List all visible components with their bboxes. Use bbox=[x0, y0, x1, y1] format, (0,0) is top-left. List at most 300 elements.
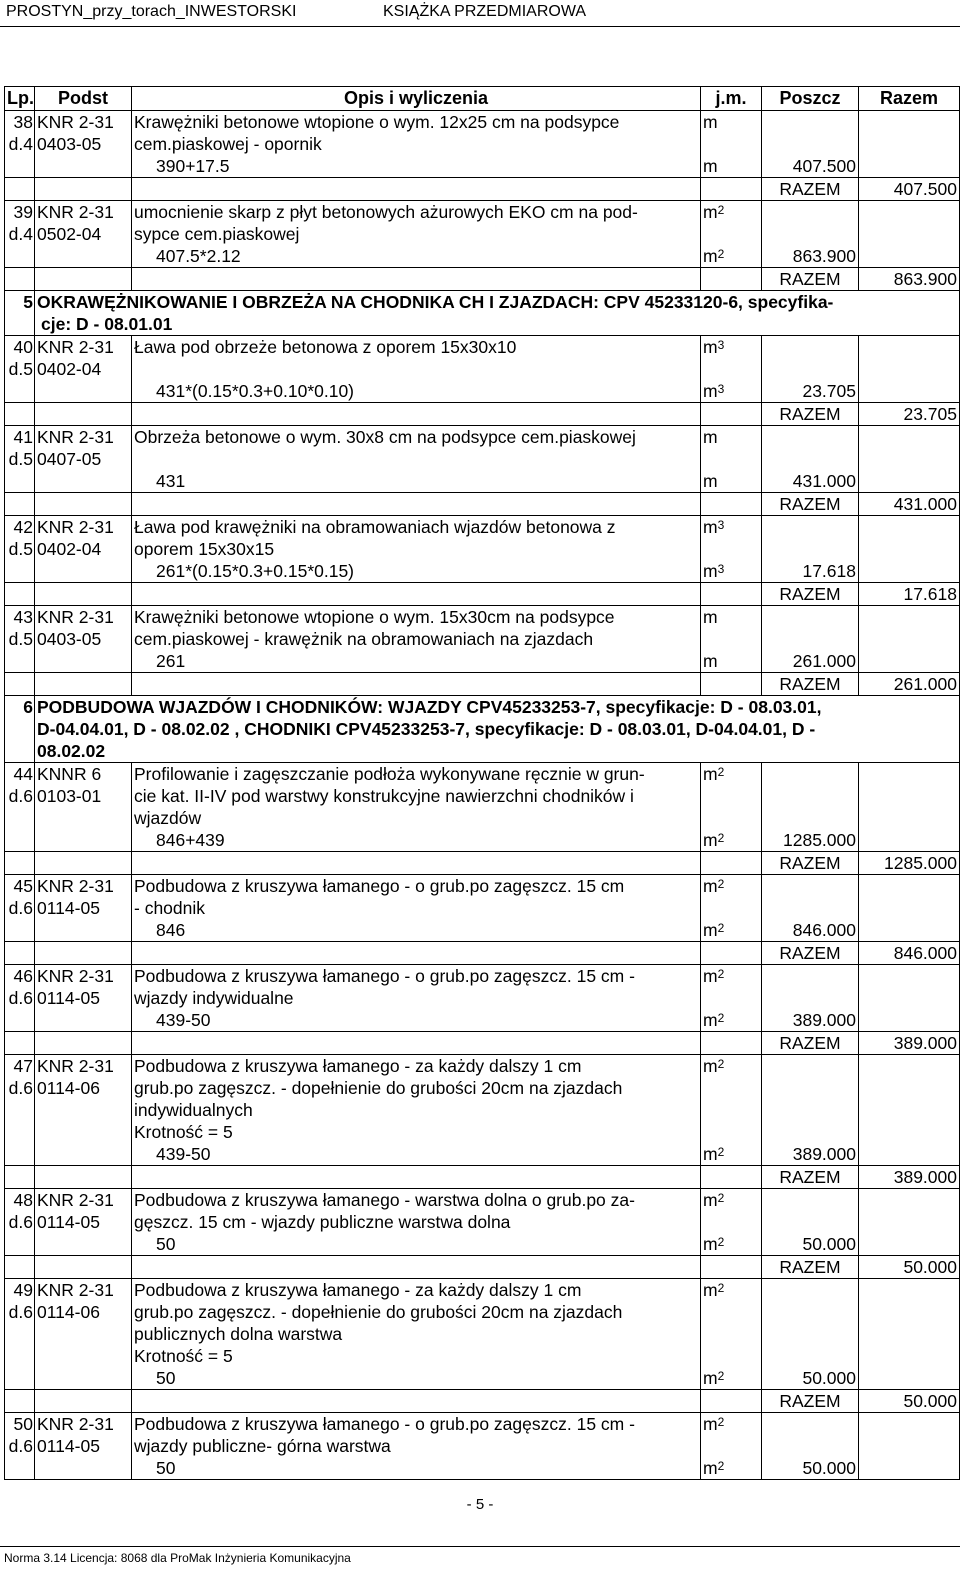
calculation-row bbox=[5, 1009, 960, 1032]
item-number: 40 bbox=[5, 336, 35, 359]
empty bbox=[132, 268, 701, 291]
poszcz-cell bbox=[762, 201, 859, 224]
section-title: D-04.04.01, D - 08.02.02 , CHODNIKI CPV45233253-7, specyfikacje: D - 08.03.01, D-04.04.01, D - bbox=[35, 718, 960, 740]
item-catalog-code bbox=[35, 1457, 132, 1480]
unit-cell bbox=[701, 380, 762, 403]
unit-cell bbox=[701, 1323, 762, 1345]
razem-label: RAZEM bbox=[762, 852, 859, 875]
partial-quantity: 17.618 bbox=[762, 560, 859, 583]
partial-quantity: 407.500 bbox=[762, 155, 859, 178]
poszcz-cell bbox=[762, 111, 859, 134]
calculation-row bbox=[5, 829, 960, 852]
poszcz-cell bbox=[762, 807, 859, 829]
item-description bbox=[132, 358, 701, 380]
calculation-formula: 261*(0.15*0.3+0.15*0.15) bbox=[132, 560, 701, 583]
unit-cell bbox=[701, 919, 762, 942]
unit-exponent: 2 bbox=[717, 247, 725, 261]
item-catalog-code: 0114-05 bbox=[35, 1435, 132, 1457]
razem-total: 389.000 bbox=[859, 1166, 960, 1189]
item-section-ref: d.5 bbox=[5, 628, 35, 650]
item-catalog-code: 0402-04 bbox=[35, 538, 132, 560]
razem-row bbox=[5, 583, 960, 606]
item-catalog: KNNR 6 bbox=[35, 763, 132, 786]
unit-exponent: 2 bbox=[717, 921, 725, 935]
item-description: Krotność = 5 bbox=[132, 1121, 701, 1143]
section-row bbox=[5, 291, 960, 314]
razem-cell bbox=[859, 155, 960, 178]
razem-cell bbox=[859, 201, 960, 224]
calculation-row bbox=[5, 650, 960, 673]
partial-quantity: 863.900 bbox=[762, 245, 859, 268]
item-description: Ława pod obrzeże betonowa z oporem 15x30x10 bbox=[132, 336, 701, 359]
razem-cell bbox=[859, 133, 960, 155]
unit-exponent: 2 bbox=[717, 1011, 725, 1025]
calculation-formula: 431*(0.15*0.3+0.10*0.10) bbox=[132, 380, 701, 403]
item-description: grub.po zagęszcz. - dopełnienie do grubości 20cm na zjazdach bbox=[132, 1301, 701, 1323]
empty bbox=[132, 1166, 701, 1189]
item-section-ref bbox=[5, 560, 35, 583]
unit-exponent: 3 bbox=[717, 382, 725, 396]
empty bbox=[35, 583, 132, 606]
item-description: gęszcz. 15 cm - wjazdy publiczne warstwa dolna bbox=[132, 1211, 701, 1233]
unit-cell bbox=[701, 1435, 762, 1457]
poszcz-cell bbox=[762, 516, 859, 539]
razem-cell bbox=[859, 1099, 960, 1121]
item-description: Krawężniki betonowe wtopione o wym. 12x25 cm na podsypce bbox=[132, 111, 701, 134]
item-row bbox=[5, 965, 960, 988]
empty bbox=[701, 1032, 762, 1055]
empty bbox=[35, 403, 132, 426]
calculation-formula: 390+17.5 bbox=[132, 155, 701, 178]
poszcz-cell bbox=[762, 965, 859, 988]
unit-cell bbox=[701, 358, 762, 380]
razem-label: RAZEM bbox=[762, 403, 859, 426]
unit: m bbox=[703, 1458, 718, 1478]
empty bbox=[701, 403, 762, 426]
unit-cell bbox=[701, 1121, 762, 1143]
unit: m bbox=[703, 764, 718, 784]
item-number: 42 bbox=[5, 516, 35, 539]
razem-cell bbox=[859, 223, 960, 245]
unit-cell bbox=[701, 470, 762, 493]
unit: m bbox=[703, 156, 718, 176]
item-section-ref: d.6 bbox=[5, 1077, 35, 1099]
razem-cell bbox=[859, 1367, 960, 1390]
razem-total: 389.000 bbox=[859, 1032, 960, 1055]
razem-cell bbox=[859, 516, 960, 539]
razem-cell bbox=[859, 1143, 960, 1166]
unit: m bbox=[703, 202, 718, 222]
razem-label: RAZEM bbox=[762, 673, 859, 696]
item-row bbox=[5, 538, 960, 560]
item-section-ref bbox=[5, 1233, 35, 1256]
unit: m bbox=[703, 1144, 718, 1164]
razem-cell bbox=[859, 650, 960, 673]
section-row bbox=[5, 696, 960, 719]
empty bbox=[132, 852, 701, 875]
item-description: Podbudowa z kruszywa łamanego - za każdy dalszy 1 cm bbox=[132, 1055, 701, 1078]
partial-quantity: 1285.000 bbox=[762, 829, 859, 852]
item-section-ref: d.5 bbox=[5, 448, 35, 470]
item-catalog-code: 0403-05 bbox=[35, 133, 132, 155]
partial-quantity: 50.000 bbox=[762, 1233, 859, 1256]
unit-exponent: 2 bbox=[717, 1281, 725, 1295]
section-number bbox=[5, 718, 35, 740]
item-row bbox=[5, 448, 960, 470]
unit-exponent: 2 bbox=[717, 1459, 725, 1473]
item-row bbox=[5, 1211, 960, 1233]
item-description: Podbudowa z kruszywa łamanego - o grub.po zagęszcz. 15 cm - bbox=[132, 965, 701, 988]
unit-cell bbox=[701, 1189, 762, 1212]
unit: m bbox=[703, 337, 718, 357]
razem-row bbox=[5, 1390, 960, 1413]
unit-cell bbox=[701, 516, 762, 539]
unit: m bbox=[703, 471, 718, 491]
empty bbox=[5, 268, 35, 291]
empty bbox=[132, 403, 701, 426]
razem-row bbox=[5, 493, 960, 516]
razem-total: 1285.000 bbox=[859, 852, 960, 875]
col-poszcz: Poszcz bbox=[762, 87, 859, 111]
item-catalog-code: 0407-05 bbox=[35, 448, 132, 470]
unit-exponent: 2 bbox=[717, 1057, 725, 1071]
unit-exponent: 2 bbox=[717, 765, 725, 779]
license-text: Norma 3.14 Licencja: 8068 dla ProMak Inżynieria Komunikacyjna bbox=[4, 1551, 351, 1565]
item-section-ref: d.4 bbox=[5, 133, 35, 155]
item-description: sypce cem.piaskowej bbox=[132, 223, 701, 245]
calculation-formula: 50 bbox=[132, 1367, 701, 1390]
item-row bbox=[5, 1345, 960, 1367]
unit-cell bbox=[701, 650, 762, 673]
unit: m bbox=[703, 1010, 718, 1030]
item-description: indywidualnych bbox=[132, 1099, 701, 1121]
poszcz-cell bbox=[762, 1211, 859, 1233]
item-row bbox=[5, 516, 960, 539]
partial-quantity: 846.000 bbox=[762, 919, 859, 942]
unit-cell bbox=[701, 807, 762, 829]
empty bbox=[35, 1032, 132, 1055]
item-catalog: KNR 2-31 bbox=[35, 1189, 132, 1212]
empty bbox=[701, 493, 762, 516]
unit-cell bbox=[701, 133, 762, 155]
unit-cell bbox=[701, 965, 762, 988]
empty bbox=[701, 942, 762, 965]
item-description: umocnienie skarp z płyt betonowych ażurowych EKO cm na pod- bbox=[132, 201, 701, 224]
empty bbox=[5, 1256, 35, 1279]
unit-exponent: 2 bbox=[717, 967, 725, 981]
empty bbox=[35, 1166, 132, 1189]
razem-cell bbox=[859, 1345, 960, 1367]
col-podst: Podst bbox=[35, 87, 132, 111]
unit-cell bbox=[701, 1233, 762, 1256]
empty bbox=[5, 673, 35, 696]
empty bbox=[132, 1256, 701, 1279]
razem-cell bbox=[859, 111, 960, 134]
item-section-ref bbox=[5, 245, 35, 268]
razem-cell bbox=[859, 763, 960, 786]
unit-cell bbox=[701, 897, 762, 919]
calculation-row bbox=[5, 1457, 960, 1480]
empty bbox=[5, 942, 35, 965]
calculation-formula: 261 bbox=[132, 650, 701, 673]
partial-quantity: 50.000 bbox=[762, 1367, 859, 1390]
razem-cell bbox=[859, 829, 960, 852]
item-number: 46 bbox=[5, 965, 35, 988]
item-description: Krotność = 5 bbox=[132, 1345, 701, 1367]
empty bbox=[5, 1032, 35, 1055]
unit-cell bbox=[701, 628, 762, 650]
poszcz-cell bbox=[762, 1099, 859, 1121]
item-catalog-code: 0114-05 bbox=[35, 897, 132, 919]
poszcz-cell bbox=[762, 606, 859, 629]
unit-cell bbox=[701, 1077, 762, 1099]
razem-cell bbox=[859, 807, 960, 829]
razem-cell bbox=[859, 875, 960, 898]
poszcz-cell bbox=[762, 1323, 859, 1345]
item-description: oporem 15x30x15 bbox=[132, 538, 701, 560]
unit: m bbox=[703, 381, 718, 401]
razem-cell bbox=[859, 1301, 960, 1323]
unit-exponent: 2 bbox=[717, 1415, 725, 1429]
unit-exponent: 2 bbox=[717, 203, 725, 217]
item-catalog-code: 0114-05 bbox=[35, 1211, 132, 1233]
section-number bbox=[5, 313, 35, 336]
poszcz-cell bbox=[762, 1189, 859, 1212]
calculation-formula: 50 bbox=[132, 1457, 701, 1480]
partial-quantity: 23.705 bbox=[762, 380, 859, 403]
razem-row bbox=[5, 942, 960, 965]
empty bbox=[35, 178, 132, 201]
unit-cell bbox=[701, 1055, 762, 1078]
empty bbox=[5, 493, 35, 516]
calculation-formula: 439-50 bbox=[132, 1009, 701, 1032]
calculation-formula: 846+439 bbox=[132, 829, 701, 852]
item-number: 49 bbox=[5, 1279, 35, 1302]
item-row bbox=[5, 1279, 960, 1302]
item-catalog: KNR 2-31 bbox=[35, 516, 132, 539]
unit-cell bbox=[701, 538, 762, 560]
item-catalog-code bbox=[35, 807, 132, 829]
unit-cell bbox=[701, 829, 762, 852]
item-section-ref: d.5 bbox=[5, 538, 35, 560]
bill-of-quantities-table bbox=[4, 86, 960, 1480]
empty bbox=[132, 673, 701, 696]
unit: m bbox=[703, 112, 718, 132]
unit: m bbox=[703, 1414, 718, 1434]
unit-cell bbox=[701, 1099, 762, 1121]
item-section-ref: d.6 bbox=[5, 1435, 35, 1457]
item-row bbox=[5, 875, 960, 898]
razem-cell bbox=[859, 1413, 960, 1436]
item-catalog: KNR 2-31 bbox=[35, 111, 132, 134]
item-catalog-code bbox=[35, 1121, 132, 1143]
document-type: KSIĄŻKA PRZEDMIAROWA bbox=[383, 3, 586, 20]
item-row bbox=[5, 336, 960, 359]
razem-cell bbox=[859, 1457, 960, 1480]
calculation-row bbox=[5, 1233, 960, 1256]
item-catalog-code bbox=[35, 560, 132, 583]
item-row bbox=[5, 133, 960, 155]
empty bbox=[132, 1390, 701, 1413]
section-number bbox=[5, 740, 35, 763]
unit-cell bbox=[701, 426, 762, 449]
unit-exponent: 2 bbox=[717, 1191, 725, 1205]
razem-label: RAZEM bbox=[762, 583, 859, 606]
razem-row bbox=[5, 268, 960, 291]
poszcz-cell bbox=[762, 987, 859, 1009]
poszcz-cell bbox=[762, 1279, 859, 1302]
item-description: publicznych dolna warstwa bbox=[132, 1323, 701, 1345]
item-catalog-code bbox=[35, 650, 132, 673]
item-row bbox=[5, 1077, 960, 1099]
poszcz-cell bbox=[762, 1345, 859, 1367]
unit: m bbox=[703, 1056, 718, 1076]
item-number: 44 bbox=[5, 763, 35, 786]
item-section-ref bbox=[5, 1345, 35, 1367]
item-description: Profilowanie i zagęszczanie podłoża wykonywane ręcznie w grun- bbox=[132, 763, 701, 786]
unit: m bbox=[703, 561, 718, 581]
section-row bbox=[5, 313, 960, 336]
item-row bbox=[5, 1189, 960, 1212]
calculation-formula: 431 bbox=[132, 470, 701, 493]
item-row bbox=[5, 1323, 960, 1345]
razem-label: RAZEM bbox=[762, 178, 859, 201]
poszcz-cell bbox=[762, 897, 859, 919]
unit-cell bbox=[701, 987, 762, 1009]
empty bbox=[5, 1390, 35, 1413]
unit: m bbox=[703, 966, 718, 986]
col-razem: Razem bbox=[859, 87, 960, 111]
unit-cell bbox=[701, 1009, 762, 1032]
item-section-ref bbox=[5, 155, 35, 178]
razem-cell bbox=[859, 606, 960, 629]
calculation-formula: 50 bbox=[132, 1233, 701, 1256]
item-section-ref bbox=[5, 829, 35, 852]
razem-label: RAZEM bbox=[762, 1256, 859, 1279]
section-title: 08.02.02 bbox=[35, 740, 960, 763]
empty bbox=[35, 268, 132, 291]
unit: m bbox=[703, 1280, 718, 1300]
item-catalog-code bbox=[35, 919, 132, 942]
item-section-ref: d.6 bbox=[5, 1211, 35, 1233]
razem-total: 23.705 bbox=[859, 403, 960, 426]
item-row bbox=[5, 1055, 960, 1078]
item-number: 45 bbox=[5, 875, 35, 898]
partial-quantity: 50.000 bbox=[762, 1457, 859, 1480]
calculation-formula: 439-50 bbox=[132, 1143, 701, 1166]
poszcz-cell bbox=[762, 628, 859, 650]
item-section-ref bbox=[5, 807, 35, 829]
razem-row bbox=[5, 403, 960, 426]
item-section-ref: d.6 bbox=[5, 987, 35, 1009]
item-description: cie kat. II-IV pod warstwy konstrukcyjne nawierzchni chodników i bbox=[132, 785, 701, 807]
item-description: Podbudowa z kruszywa łamanego - o grub.po zagęszcz. 15 cm - bbox=[132, 1413, 701, 1436]
razem-cell bbox=[859, 380, 960, 403]
item-catalog-code bbox=[35, 1009, 132, 1032]
razem-cell bbox=[859, 1435, 960, 1457]
razem-cell bbox=[859, 336, 960, 359]
unit-cell bbox=[701, 111, 762, 134]
item-row bbox=[5, 785, 960, 807]
razem-label: RAZEM bbox=[762, 1032, 859, 1055]
item-description: cem.piaskowej - krawężnik na obramowaniach na zjazdach bbox=[132, 628, 701, 650]
item-section-ref bbox=[5, 919, 35, 942]
section-number: 5 bbox=[5, 291, 35, 314]
unit-cell bbox=[701, 1279, 762, 1302]
unit-cell bbox=[701, 1301, 762, 1323]
unit-cell bbox=[701, 1413, 762, 1436]
calculation-formula: 407.5*2.12 bbox=[132, 245, 701, 268]
section-title: cje: D - 08.01.01 bbox=[35, 313, 960, 336]
razem-cell bbox=[859, 245, 960, 268]
partial-quantity: 261.000 bbox=[762, 650, 859, 673]
empty bbox=[701, 852, 762, 875]
item-description: - chodnik bbox=[132, 897, 701, 919]
empty bbox=[132, 178, 701, 201]
razem-cell bbox=[859, 1077, 960, 1099]
item-description: Podbudowa z kruszywa łamanego - warstwa dolna o grub.po za- bbox=[132, 1189, 701, 1212]
poszcz-cell bbox=[762, 336, 859, 359]
unit: m bbox=[703, 920, 718, 940]
poszcz-cell bbox=[762, 785, 859, 807]
item-row bbox=[5, 987, 960, 1009]
footer-rule bbox=[0, 1546, 960, 1547]
item-catalog-code bbox=[35, 1233, 132, 1256]
poszcz-cell bbox=[762, 538, 859, 560]
item-catalog: KNR 2-31 bbox=[35, 201, 132, 224]
item-number: 43 bbox=[5, 606, 35, 629]
section-number: 6 bbox=[5, 696, 35, 719]
calculation-formula: 846 bbox=[132, 919, 701, 942]
empty bbox=[701, 1166, 762, 1189]
calculation-row bbox=[5, 1143, 960, 1166]
razem-label: RAZEM bbox=[762, 268, 859, 291]
razem-row bbox=[5, 673, 960, 696]
empty bbox=[5, 178, 35, 201]
item-row bbox=[5, 807, 960, 829]
empty bbox=[5, 583, 35, 606]
unit-cell bbox=[701, 1367, 762, 1390]
item-number: 50 bbox=[5, 1413, 35, 1436]
item-catalog-code bbox=[35, 470, 132, 493]
col-jm: j.m. bbox=[701, 87, 762, 111]
calculation-row bbox=[5, 380, 960, 403]
unit-cell bbox=[701, 1457, 762, 1480]
partial-quantity: 431.000 bbox=[762, 470, 859, 493]
unit-cell bbox=[701, 1345, 762, 1367]
unit-cell bbox=[701, 155, 762, 178]
item-catalog: KNR 2-31 bbox=[35, 875, 132, 898]
unit-exponent: 2 bbox=[717, 1369, 725, 1383]
page-number: - 5 - bbox=[466, 1496, 494, 1513]
item-row bbox=[5, 897, 960, 919]
poszcz-cell bbox=[762, 875, 859, 898]
unit-exponent: 2 bbox=[717, 1235, 725, 1249]
razem-cell bbox=[859, 965, 960, 988]
empty bbox=[132, 1032, 701, 1055]
razem-cell bbox=[859, 628, 960, 650]
razem-cell bbox=[859, 987, 960, 1009]
razem-cell bbox=[859, 1211, 960, 1233]
item-number: 48 bbox=[5, 1189, 35, 1212]
table-header-row bbox=[5, 87, 960, 111]
unit-cell bbox=[701, 560, 762, 583]
item-section-ref: d.6 bbox=[5, 785, 35, 807]
empty bbox=[701, 178, 762, 201]
unit-cell bbox=[701, 1143, 762, 1166]
section-row bbox=[5, 740, 960, 763]
item-catalog: KNR 2-31 bbox=[35, 336, 132, 359]
